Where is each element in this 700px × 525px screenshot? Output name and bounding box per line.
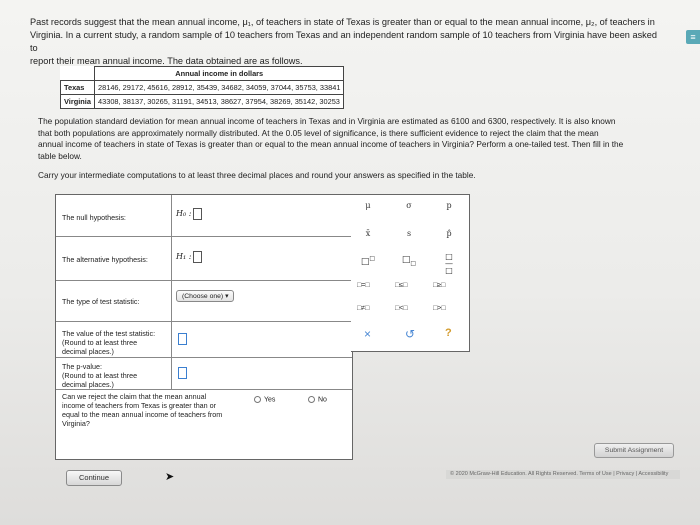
row-values: 43308, 38137, 30265, 31191, 34513, 38627, 37954, 38269, 35142, 30253 bbox=[94, 95, 343, 109]
greater-equal-button[interactable]: □≥□ bbox=[433, 282, 446, 289]
answer-table bbox=[55, 194, 353, 460]
null-hypothesis-row bbox=[56, 195, 352, 237]
row-values: 28146, 29172, 45616, 28912, 35439, 34682, 34059, 37044, 35753, 33841 bbox=[94, 81, 343, 95]
greater-than-button[interactable]: □>□ bbox=[433, 305, 446, 312]
h0-symbol: H₀ : bbox=[176, 209, 192, 219]
side-menu-tab[interactable] bbox=[686, 30, 700, 44]
undo-icon[interactable]: ↺ bbox=[405, 327, 416, 341]
rounding-note: decimal places.) bbox=[62, 347, 114, 356]
null-hypothesis-input[interactable] bbox=[193, 208, 202, 220]
help-icon[interactable]: ? bbox=[445, 327, 452, 339]
details-line: table below. bbox=[38, 150, 82, 161]
no-label: No bbox=[318, 396, 327, 404]
reject-claim-row bbox=[56, 389, 352, 433]
h1-symbol: H₁ : bbox=[176, 252, 192, 262]
phat-button[interactable]: p̂ bbox=[446, 229, 452, 238]
p-value-row bbox=[56, 357, 352, 390]
clear-icon[interactable]: × bbox=[364, 327, 372, 341]
details-line: The population standard deviation for mean annual income of teachers in Texas and in Virginia are estimated as 6100 and 6300, respectively. It is also known bbox=[38, 116, 616, 126]
intro-line: Past records suggest that the mean annual income, μ₁, of teachers in state of Texas is greater than or equal to the mean annual income, μ₂, of teachers in bbox=[30, 17, 655, 27]
details-line: that both populations are approximately normally distributed. At the 0.05 level of significance, is there sufficient evidence to reject the claim that the mean bbox=[38, 127, 599, 138]
symbol-palette bbox=[351, 194, 470, 352]
details-line: annual income of teachers in state of Texas is greater than or equal to the mean annual income of teachers in Virginia? Perform a one-tailed test. Then fill in the bbox=[38, 139, 624, 149]
rounding-note: decimal places.) bbox=[62, 380, 114, 389]
footer-links[interactable]: © 2020 McGraw-Hill Education. All Rights Reserved. Terms of Use | Privacy | Accessibility bbox=[446, 470, 680, 479]
p-value-input[interactable] bbox=[178, 367, 187, 379]
table-row bbox=[61, 95, 344, 109]
yes-label: Yes bbox=[264, 396, 276, 404]
test-statistic-input[interactable] bbox=[178, 333, 187, 345]
xbar-button[interactable]: x̄ bbox=[365, 229, 371, 238]
alternative-hypothesis-input[interactable] bbox=[193, 251, 202, 263]
rounding-note: (Round to at least three bbox=[62, 371, 138, 380]
no-radio[interactable] bbox=[308, 396, 315, 403]
problem-intro bbox=[30, 16, 660, 68]
s-button[interactable]: s bbox=[406, 229, 412, 238]
p-value-label: The p-value: bbox=[62, 362, 102, 371]
less-than-button[interactable]: □<□ bbox=[395, 305, 408, 312]
reject-question: equal to the mean annual income of teachers from bbox=[62, 410, 223, 419]
yes-radio[interactable] bbox=[254, 396, 261, 403]
rounding-note: (Round to at least three bbox=[62, 338, 138, 347]
row-label: Texas bbox=[61, 81, 95, 95]
intro-line: report their mean annual income. The data obtained are as follows. bbox=[30, 56, 303, 66]
table-row bbox=[61, 81, 344, 95]
no-option[interactable] bbox=[308, 396, 327, 403]
fraction-icon[interactable]: □ — □ bbox=[445, 252, 453, 275]
null-hypothesis-label: The null hypothesis: bbox=[62, 213, 126, 222]
equals-button[interactable]: □=□ bbox=[357, 282, 370, 289]
menu-icon: ≡ bbox=[690, 32, 696, 42]
less-equal-button[interactable]: □≤□ bbox=[395, 282, 408, 289]
reject-question: income of teachers from Texas is greater than or bbox=[62, 401, 217, 410]
not-equal-button[interactable]: □≠□ bbox=[357, 305, 370, 312]
problem-details bbox=[38, 116, 668, 162]
continue-button[interactable]: Continue bbox=[66, 470, 122, 486]
subscript-icon[interactable]: $□_□$ bbox=[401, 255, 417, 267]
sigma-button[interactable]: σ bbox=[406, 201, 412, 210]
test-type-select[interactable]: (Choose one) ▾ bbox=[176, 290, 234, 302]
test-statistic-type-row bbox=[56, 280, 352, 322]
table-header: Annual income in dollars bbox=[94, 67, 343, 81]
intro-line: Virginia. In a current study, a random sample of 10 teachers from Texas and an independent random sample of 10 teachers from Virginia have been asked to bbox=[30, 30, 657, 53]
mouse-cursor-icon: ➤ bbox=[165, 471, 175, 483]
submit-assignment-button[interactable]: Submit Assignment bbox=[594, 443, 674, 458]
row-label: Virginia bbox=[61, 95, 95, 109]
test-statistic-value-row bbox=[56, 321, 352, 358]
instructions: Carry your intermediate computations to at least three decimal places and round your answers as specified in the table. bbox=[38, 170, 476, 180]
yes-option[interactable] bbox=[254, 396, 275, 403]
reject-question: Virginia? bbox=[62, 419, 90, 428]
superscript-icon[interactable]: □□ bbox=[360, 255, 376, 267]
test-type-label: The type of test statistic: bbox=[62, 297, 140, 306]
test-value-label: The value of the test statistic: bbox=[62, 329, 156, 338]
mu-button[interactable]: μ bbox=[365, 201, 371, 210]
p-button[interactable]: p bbox=[446, 201, 452, 210]
alternative-hypothesis-row bbox=[56, 236, 352, 281]
income-data-table bbox=[60, 66, 344, 109]
reject-question: Can we reject the claim that the mean annual bbox=[62, 392, 207, 401]
alternative-hypothesis-label: The alternative hypothesis: bbox=[62, 255, 148, 264]
